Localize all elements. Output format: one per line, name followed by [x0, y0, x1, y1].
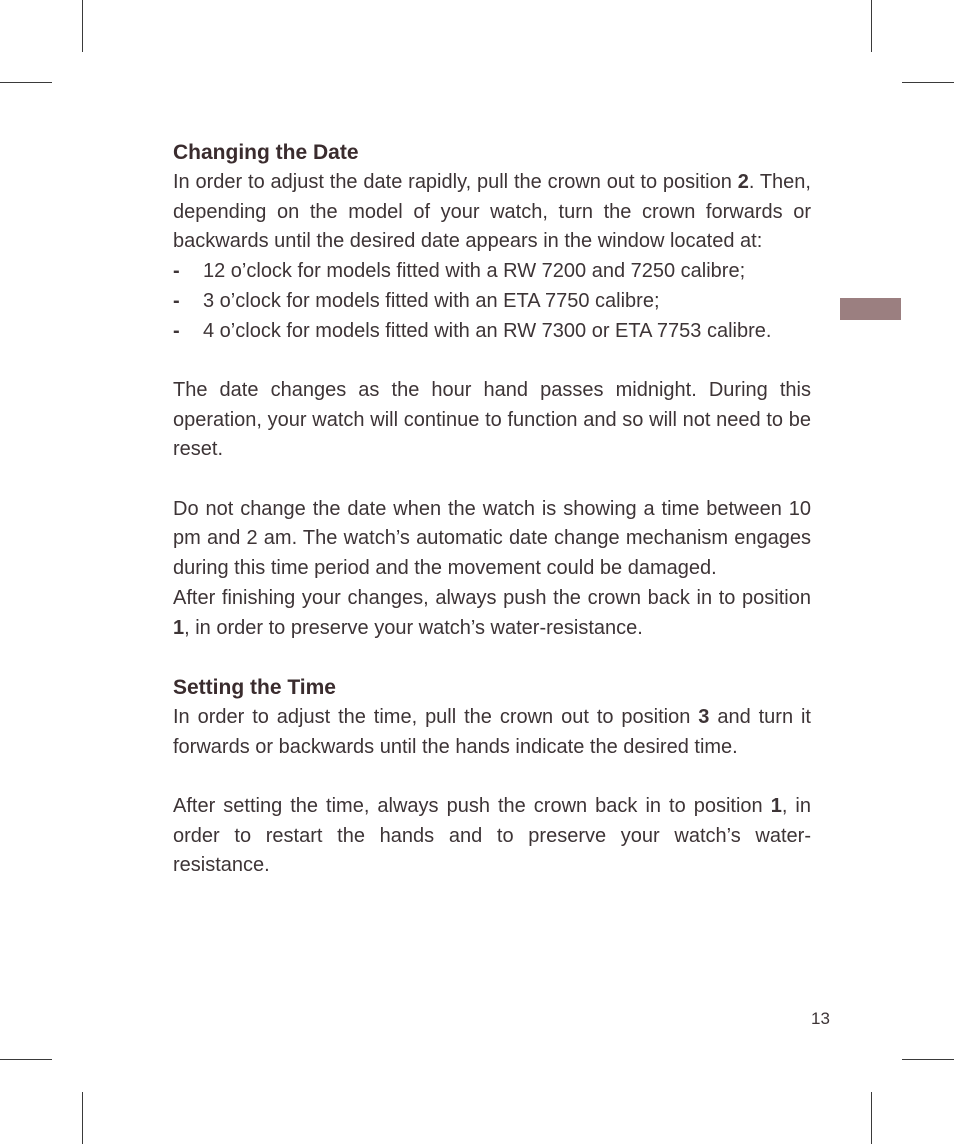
crop-mark [0, 1059, 52, 1060]
crop-mark [902, 82, 954, 83]
crop-mark [871, 0, 872, 52]
warning-paragraph: Do not change the date when the watch is showing a time between 10 pm and 2 am. The watch’s automatic date change mechanism engages during this time period and the movement could be damaged. [173, 497, 811, 580]
list-item: - 4 o’clock for models fitted with an RW 7300 or ETA 7753 calibre. [173, 317, 811, 347]
page-number: 13 [811, 1009, 830, 1028]
position-number: 1 [173, 616, 185, 639]
midnight-paragraph: The date changes as the hour hand passes midnight. During this operation, your watch will continue to function and so will not need to be reset. [173, 378, 811, 461]
date-intro-paragraph: In order to adjust the date rapidly, pull the crown out to position 2. Then, depending on the model of your watch, turn the crown forwards or backwards until the desired date appears in the window located at: [173, 171, 811, 253]
position-number: 3 [698, 705, 710, 728]
time-after-paragraph: After setting the time, always push the crown back in to position 1, in order to restart the hands and to preserve your watch’s water-resistance. [173, 795, 811, 877]
position-number: 2 [737, 171, 749, 193]
position-number: 1 [770, 795, 782, 817]
calibre-list [173, 257, 811, 346]
heading-setting-time: Setting the Time [173, 675, 336, 699]
heading-changing-date: Changing the Date [173, 141, 359, 164]
section-tab-marker [840, 298, 901, 320]
crop-mark [902, 1059, 954, 1060]
date-after-paragraph: After finishing your changes, always push the crown back in to position 1, in order to preserve your watch’s water-resistance. [173, 586, 811, 639]
crop-mark [871, 1092, 872, 1144]
time-intro-paragraph: In order to adjust the time, pull the crown out to position 3 and turn it forwards or backwards until the hands indicate the desired time. [173, 705, 811, 758]
dash-marker: - [173, 260, 180, 283]
crop-mark [0, 82, 52, 83]
crop-mark [82, 0, 83, 52]
crop-mark [82, 1092, 83, 1144]
dash-marker: - [173, 319, 180, 342]
dash-marker: - [173, 289, 180, 312]
list-item: - 12 o’clock for models fitted with a RW 7200 and 7250 calibre; [173, 257, 811, 287]
list-item: - 3 o’clock for models fitted with an ETA 7750 calibre; [173, 287, 811, 317]
page-content [173, 138, 811, 881]
